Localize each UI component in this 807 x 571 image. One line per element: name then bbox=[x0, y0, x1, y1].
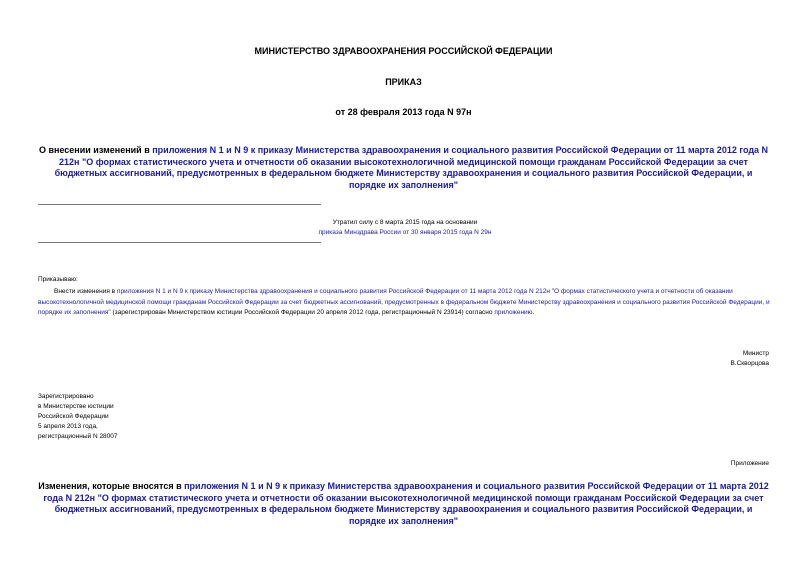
registration-block bbox=[38, 392, 118, 442]
order-label: Приказываю: bbox=[38, 276, 78, 283]
ministry-title: МИНИСТЕРСТВО ЗДРАВООХРАНЕНИЯ РОССИЙСКОЙ ФЕДЕРАЦИИ bbox=[254, 46, 553, 56]
order-title: ПРИКАЗ bbox=[385, 77, 422, 87]
heading-prefix: О внесении изменений в bbox=[38, 145, 153, 155]
body-prefix: Внести изменения в bbox=[54, 288, 117, 295]
document-heading bbox=[38, 145, 769, 191]
registration-line: 5 апреля 2013 года, bbox=[38, 423, 98, 430]
status-note bbox=[290, 218, 520, 238]
registration-line: регистрационный N 28007 bbox=[38, 433, 118, 440]
status-line: Утратил силу с 8 марта 2015 года на основании bbox=[332, 219, 478, 226]
body-link-annexes[interactable]: приложения N 1 и N 9 к приказу Министерства здравоохранения и социального развития Российской Федерации от 11 марта 2012 года N 212н "О формах статистического учета и отчетности об оказании высокотехнологичной медицинской помощи гражданам Российской Федерации за счет бюджетных ассигнований, предусмотренных в федеральном бюджете Министерству здравоохранения и социального развития Российской Федерации, и порядке их заполнения" bbox=[38, 288, 770, 316]
appendix-heading-prefix: Изменения, которые вносятся в bbox=[38, 481, 185, 491]
signature-name: В.Скворцова bbox=[730, 360, 769, 367]
signature-block bbox=[730, 349, 769, 369]
divider-bottom bbox=[38, 242, 321, 243]
appendix-heading-link[interactable]: приложения N 1 и N 9 к приказу Министерства здравоохранения и социального развития Российской Федерации от 11 марта 2012 года N 212н "О формах статистического учета и отчетности об оказании высокотехнологичной медицинской помощи гражданам Российской Федерации за счет бюджетных ассигнований, предусмотренных в федеральном бюджете Министерству здравоохранения и социального развития Российской Федерации, и порядке их заполнения" bbox=[43, 481, 769, 526]
order-date: от 28 февраля 2013 года N 97н bbox=[335, 107, 472, 117]
appendix-label: Приложение bbox=[730, 460, 769, 467]
order-body bbox=[38, 287, 771, 319]
signature-title: Министр bbox=[742, 350, 769, 357]
divider-top bbox=[38, 204, 321, 205]
body-link-appendix[interactable]: приложению bbox=[494, 309, 533, 316]
status-link[interactable]: приказа Минздрава России от 30 января 2015 года N 29н bbox=[318, 229, 492, 236]
registration-line: Зарегистрировано bbox=[38, 393, 94, 400]
registration-line: в Министерстве юстиции bbox=[38, 403, 114, 410]
heading-link[interactable]: приложения N 1 и N 9 к приказу Министерства здравоохранения и социального развития Российской Федерации от 11 марта 2012 года N 212н "О формах статистического учета и отчетности об оказании высокотехнологичной медицинской помощи гражданам Российской Федерации за счет бюджетных ассигнований, предусмотренных в федеральном бюджете Министерству здравоохранения и социального развития Российской Федерации, и порядке их заполнения" bbox=[54, 145, 769, 190]
body-middle: (зарегистрирован Министерством юстиции Российской Федерации 20 апреля 2012 года, регистрационный N 23914) согласно bbox=[110, 309, 495, 316]
body-end: . bbox=[532, 309, 535, 316]
appendix-heading bbox=[38, 481, 769, 527]
registration-line: Российской Федерации bbox=[38, 413, 109, 420]
